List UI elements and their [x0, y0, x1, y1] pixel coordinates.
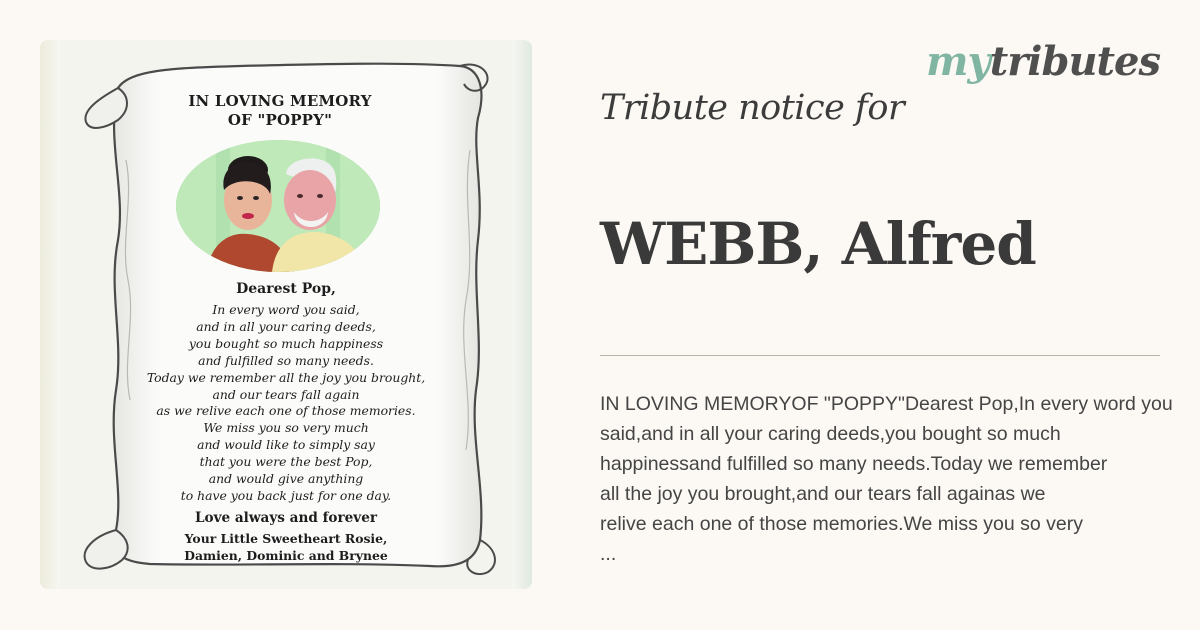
divider [600, 355, 1160, 356]
notice-greeting: Dearest Pop, [236, 281, 336, 297]
notice-from: Your Little Sweetheart Rosie, Damien, Dominic and Brynee [184, 531, 388, 563]
notice-heading: IN LOVING MEMORY OF "POPPY" [188, 92, 372, 129]
notice-content [40, 40, 532, 589]
tribute-notice-image [40, 40, 532, 589]
notice-signoff: Love always and forever [194, 510, 378, 526]
deceased-name: WEBB, Alfred [600, 210, 1036, 278]
couple-photo-icon [176, 140, 380, 272]
mytributes-logo[interactable] [926, 38, 1160, 85]
page-subtitle: Tribute notice for [600, 88, 905, 128]
tribute-summary: IN LOVING MEMORYOF "POPPY"Dearest Pop,In every word you said,and in all your caring deeds,you bought so much happinessand fulfilled so many needs.Today we remember all the joy you brought,and our tears fall againas we relive each one of those memories.We miss you so very ... [600, 393, 1173, 565]
notice-poem: In every word you said, and in all your caring deeds, you bought so much happiness and fulfilled so many needs. Today we remember all the joy you brought, and our tears fall again as we relive each one of those memories. We miss you so very much and would like to simply say that you were the best Pop, and would give anything to have you back just for one day. [146, 302, 426, 503]
logo-part-tributes: tributes [989, 38, 1160, 85]
photo-illustration [176, 140, 380, 272]
logo-part-my: my [926, 38, 990, 85]
